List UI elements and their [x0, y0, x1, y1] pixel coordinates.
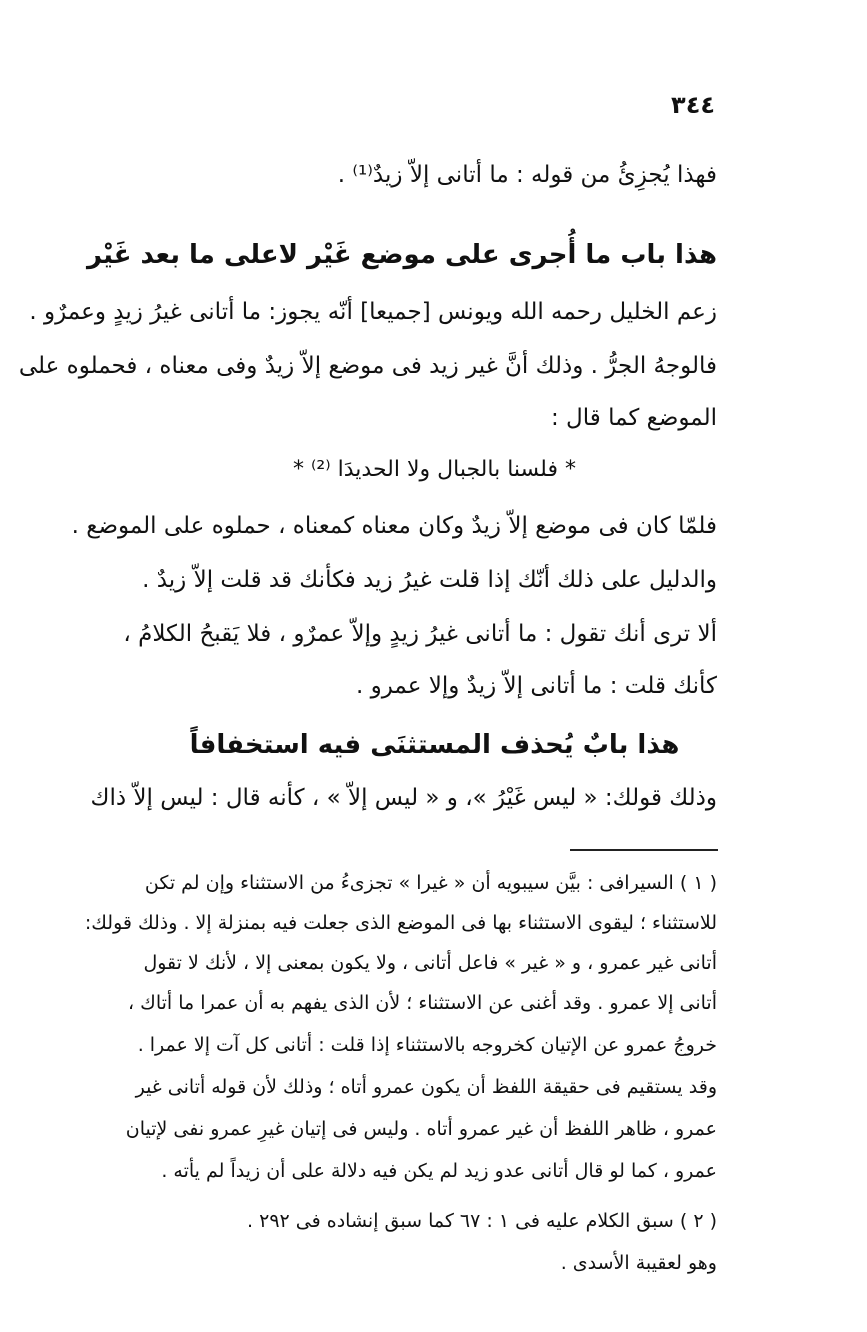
section-heading: هذا بابٌ يُحذف المستثنَى فيه استخفافاً: [189, 730, 680, 760]
footnote-divider: [570, 849, 718, 851]
body-line: فلمّا كان فى موضع إلاّ زيدٌ وكان معناه كمعناه ، حملوه على الموضع .: [71, 513, 717, 539]
footnote-line: ( ١ ) السيرافى : بيَّن سيبويه أن « غيرا » تجزىءُ من الاستثناء وإن لم تكن: [144, 872, 717, 894]
body-line: فالوجهُ الجرُّ . وذلك أنَّ غير زيد فى موضع إلاّ زيدٌ وفى معناه ، فحملوه على: [18, 353, 717, 379]
footnote-line: وقد يستقيم فى حقيقة اللفظ أن يكون عمرو أتاه ؛ وذلك لأن قوله أتانى غير: [135, 1076, 717, 1098]
body-line: وذلك قولك: « ليس غَيْرُ »، و « ليس إلاّ » ، كأنه قال : ليس إلاّ ذاك: [90, 785, 717, 811]
footnote-line: عمرو ، ظاهر اللفظ أن غير عمرو أتاه . وليس فى إتيان غيرِ عمرو نفى لإتيان: [125, 1118, 717, 1140]
verse-line: * فلسنا بالجبال ولا الحديدَا ⁽²⁾ *: [293, 457, 576, 482]
footnote-line: وهو لعقيبة الأسدى .: [560, 1252, 717, 1274]
body-line: فهذا يُجزِئُ من قوله : ما أتانى إلاّ زيدٌ⁽¹⁾ .: [337, 162, 717, 188]
footnote-line: للاستثناء ؛ ليقوى الاستثناء بها فى الموضع الذى جعلت فيه بمنزلة إلا . وذلك قولك:: [84, 912, 717, 934]
body-line: والدليل على ذلك أنّك إذا قلت غيرُ زيد فكأنك قد قلت إلاّ زيدٌ .: [142, 567, 717, 593]
body-line: الموضع كما قال :: [551, 405, 717, 431]
body-line: ألا ترى أنك تقول : ما أتانى غيرُ زيدٍ وإلاّ عمرٌو ، فلا يَقبحُ الكلامُ ،: [123, 621, 717, 647]
footnote-line: خروجُ عمرو عن الإتيان كخروجه بالاستثناء إذا قلت : أتانى كل آت إلا عمرا .: [137, 1034, 717, 1056]
body-line: زعم الخليل رحمه الله ويونس [جميعا] أنّه يجوز: ما أتانى غيرُ زيدٍ وعمرٌو .: [29, 299, 717, 325]
body-line: كأنك قلت : ما أتانى إلاّ زيدٌ وإلا عمرو .: [355, 673, 717, 699]
footnote-line: أتانى إلا عمرو . وقد أغنى عن الاستثناء ؛ لأن الذى يفهم به أن عمرا ما أتاك ،: [127, 992, 717, 1014]
footnote-line: ( ٢ ) سبق الكلام عليه فى ١ : ٦٧ كما سبق إنشاده فى ٢٩٢ .: [247, 1210, 717, 1232]
section-heading: هذا باب ما أُجرى على موضع غَيْر لاعلى ما بعد غَيْر: [86, 240, 717, 270]
page-number: ٣٤٤: [671, 91, 715, 119]
footnote-line: عمرو ، كما لو قال أتانى عدو زيد لم يكن فيه دلالة على أن زيداً لم يأته .: [161, 1160, 717, 1182]
footnote-line: أتانى غير عمرو ، و « غير » فاعل أتانى ، ولا يكون بمعنى إلا ، لأنك لا تقول: [143, 952, 717, 974]
